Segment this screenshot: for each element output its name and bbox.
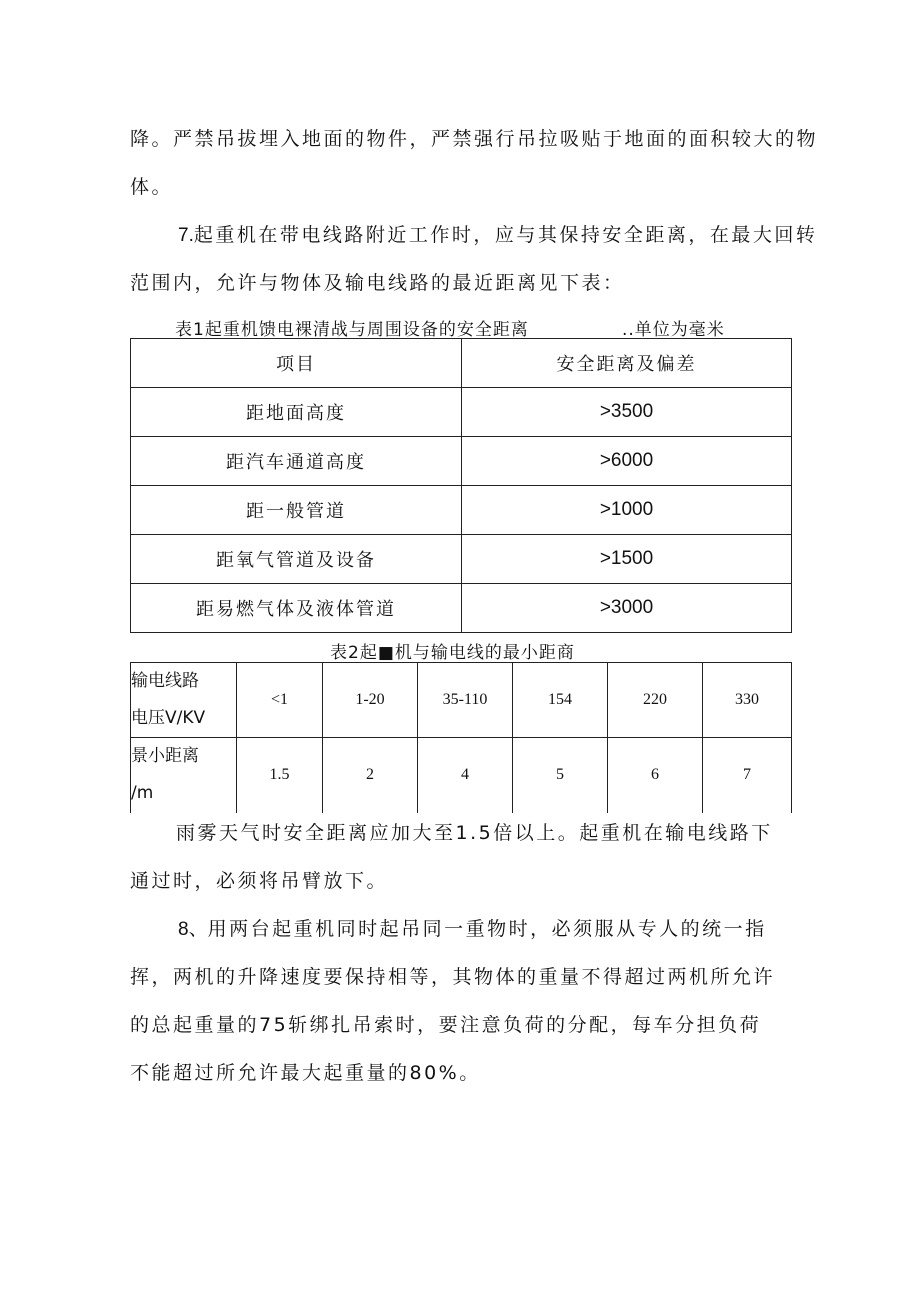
voltage-cell: <1 <box>237 663 323 738</box>
item-number: 7. <box>178 225 194 246</box>
paragraph-line <box>178 914 767 941</box>
table-row <box>131 663 792 738</box>
item-cell: 距一般管道 <box>131 486 462 535</box>
distance-cell: 2 <box>323 738 418 813</box>
distance-cell: 6 <box>608 738 703 813</box>
table-row <box>131 535 792 584</box>
row-label-line: 景小距离 <box>131 746 199 767</box>
paragraph-line: 降。严禁吊拔埋入地面的物件，严禁强行吊拉吸贴于地面的面积较大的物 <box>130 128 819 150</box>
column-header: 项目 <box>131 339 462 388</box>
row-label-line: /m <box>131 783 154 804</box>
paragraph-line: 范围内，允许与物体及输电线路的最近距离见下表： <box>130 272 625 294</box>
item-cell: 距地面高度 <box>131 388 462 437</box>
table1-unit: ..单位为毫米 <box>622 320 725 340</box>
voltage-cell: 330 <box>703 663 792 738</box>
voltage-cell: 220 <box>608 663 703 738</box>
table2-caption: 表2起■机与输电线的最小距商 <box>330 643 575 663</box>
table-row <box>131 437 792 486</box>
value-cell: >3000 <box>462 584 792 633</box>
table1-caption: 表1起重机馈电裸清战与周围设备的安全距离 <box>175 320 529 340</box>
table-header-row <box>131 339 792 388</box>
value-cell: >1000 <box>462 486 792 535</box>
power-line-distance-table <box>130 662 792 813</box>
table-row <box>131 738 792 813</box>
row-label <box>131 738 237 813</box>
row-label-line: 输电线路 <box>131 671 199 691</box>
distance-cell: 1.5 <box>237 738 323 813</box>
paragraph-line: 挥，两机的升降速度要保持相等，其物体的重量不得超过两机所允许 <box>130 966 776 988</box>
item-cell: 距易燃气体及液体管道 <box>131 584 462 633</box>
paragraph-line: 不能超过所允许最大起重量的80%。 <box>130 1062 481 1084</box>
voltage-cell: 35-110 <box>418 663 513 738</box>
paragraph-line <box>178 220 817 247</box>
item-cell: 距氧气管道及设备 <box>131 535 462 584</box>
paragraph-line: 的总起重量的75斩绑扎吊索时，要注意负荷的分配，每车分担负荷 <box>130 1014 762 1036</box>
row-label <box>131 663 237 738</box>
item-cell: 距汽车通道高度 <box>131 437 462 486</box>
value-cell: >3500 <box>462 388 792 437</box>
paragraph-line: 通过时，必须将吊臂放下。 <box>130 870 389 892</box>
paragraph-text: 起重机在带电线路附近工作时，应与其保持安全距离，在最大回转 <box>193 224 818 246</box>
table-row <box>131 388 792 437</box>
table-row <box>131 486 792 535</box>
row-label-line: 电压V/KV <box>131 708 206 728</box>
table-row <box>131 584 792 633</box>
paragraph-text: 用两台起重机同时起吊同一重物时，必须服从专人的统一指 <box>207 918 767 940</box>
voltage-cell: 154 <box>513 663 608 738</box>
column-header: 安全距离及偏差 <box>462 339 792 388</box>
paragraph-line: 体。 <box>130 176 174 198</box>
distance-cell: 5 <box>513 738 608 813</box>
voltage-cell: 1-20 <box>323 663 418 738</box>
value-cell: >6000 <box>462 437 792 486</box>
safety-distance-table <box>130 338 792 633</box>
distance-cell: 4 <box>418 738 513 813</box>
distance-cell: 7 <box>703 738 792 813</box>
item-number: 8、 <box>178 919 208 940</box>
paragraph-line: 雨雾天气时安全距离应加大至1.5倍以上。起重机在输电线路下 <box>176 822 773 844</box>
value-cell: >1500 <box>462 535 792 584</box>
